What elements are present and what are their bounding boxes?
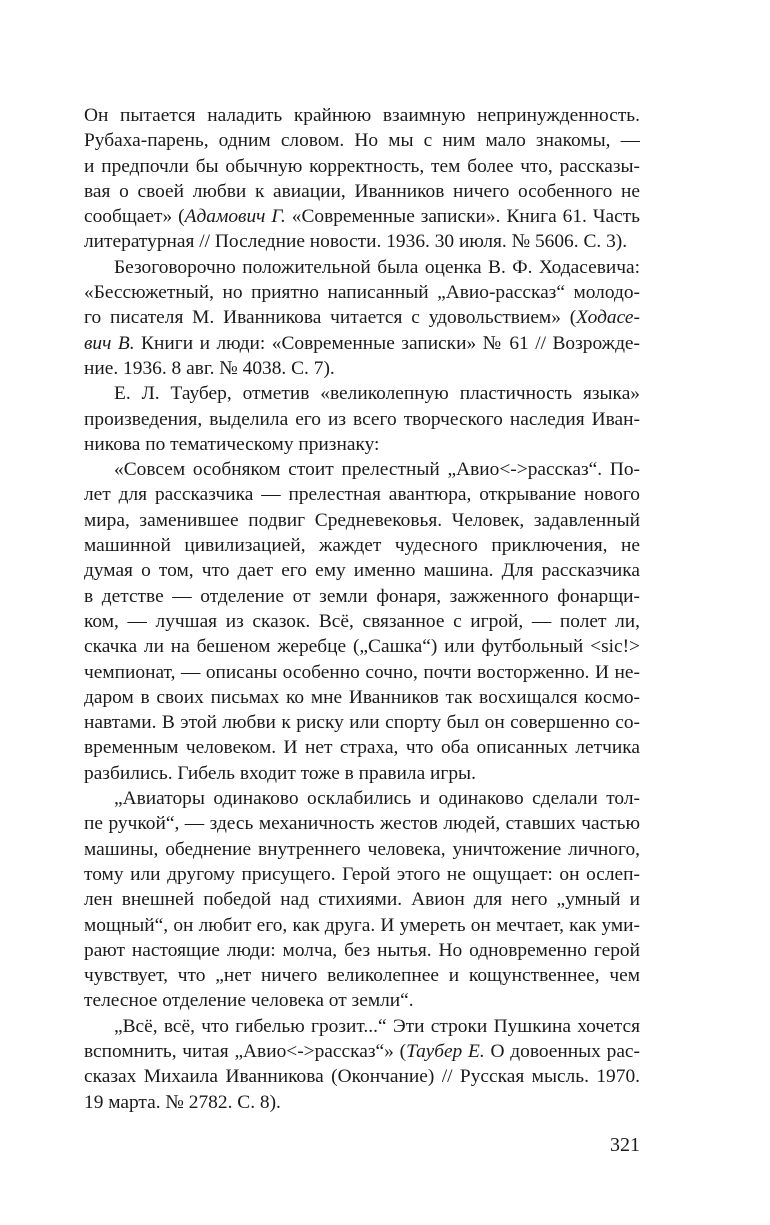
text-line: даром в своих письмах ко мне Иванников так восхищался космо- [84, 686, 640, 708]
text-line: в детстве — отделение от земли фонаря, зажженного фонарщи- [84, 585, 640, 607]
author-name-italic: Адамович Г. [184, 206, 286, 228]
text-line: вая о своей любви к авиации, Иванников ничего особенного не [84, 180, 640, 202]
text-run: го писателя М. Иванникова читается с удовольствием» ( [84, 307, 577, 329]
text-line: ние. 1936. 8 авг. № 4038. С. 7). [84, 357, 335, 379]
text-line: рают настоящие люди: молча, без нытья. Но одновременно герой [84, 939, 640, 961]
text-run: вспомнить, читая „Авио<->рассказ“» ( [84, 1040, 407, 1062]
author-name-italic: Таубер Е. [406, 1040, 485, 1062]
text-line: тому или другому присущего. Герой этого не ощущает: он ослеп- [84, 863, 640, 885]
paragraph [84, 381, 640, 457]
text-line: чувствует, что „нет ничего великолепнее и кощунственнее, чем [84, 965, 640, 987]
text-line: 19 марта. № 2782. С. 8). [84, 1091, 281, 1113]
text-line: Он пытается наладить крайнюю взаимную непринужденность. [84, 105, 640, 126]
text-line: мира, заменившее подвиг Средневековья. Человек, задавленный [84, 509, 640, 531]
text-line: Безоговорочно положительной была оценка В. Ф. Ходасевича: [114, 256, 640, 278]
paragraph [84, 103, 640, 255]
text-line: машинной цивилизацией, жаждет чудесного приключения, не [84, 535, 640, 557]
text-line: произведения, выделила его из всего творческого наследия Иван- [84, 408, 640, 430]
text-line: временным человеком. И нет страха, что оба описанных летчика [84, 737, 640, 759]
page-number: 321 [610, 1134, 640, 1156]
author-name-italic: Ходасе- [576, 307, 640, 329]
text-run: О довоенных рас- [484, 1040, 640, 1062]
text-line: литературная // Последние новости. 1936. 30 июля. № 5606. С. 3). [84, 231, 628, 253]
author-name-italic: вич В. [84, 332, 135, 354]
text-line: лен внешней победой над стихиями. Авион для него „умный и [84, 889, 640, 911]
text-run: «Современные записки». Книга 61. Часть [285, 206, 640, 228]
text-line: никова по тематическому признаку: [84, 433, 380, 455]
quote-paragraph [84, 786, 640, 1014]
text-line [84, 331, 640, 356]
text-run: сообщает» ( [84, 206, 185, 228]
text-line: чемпионат, — описаны особенно сочно, почти восторженно. И не- [84, 661, 640, 683]
text-line [84, 305, 640, 330]
text-line: «Совсем особняком стоит прелестный „Авио<->рассказ“. По- [114, 459, 640, 481]
text-line: пе ручкой“, — здесь механичность жестов людей, ставших частью [84, 813, 640, 835]
text-line: разбились. Гибель входит тоже в правила игры. [84, 762, 476, 784]
text-line: думая о том, что дает его ему именно машина. Для рассказчика [84, 560, 640, 582]
quote-paragraph [84, 457, 640, 786]
text-line: «Бессюжетный, но приятно написанный „Авио-рассказ“ молодо- [84, 282, 640, 304]
text-line: лет для рассказчика — прелестная авантюра, открывание нового [84, 484, 640, 506]
page-body [84, 103, 640, 1115]
quote-paragraph [84, 1014, 640, 1115]
text-line: мощный“, он любит его, как друга. И умереть он мечтает, как уми- [84, 914, 640, 936]
text-line: „Авиаторы одинаково осклабились и одинаково сделали тол- [114, 788, 640, 810]
text-line: телесное отделение человека от земли“. [84, 990, 414, 1012]
text-line: и предпочли бы обычную корректность, тем более что, рассказы- [84, 155, 640, 177]
text-run: Книги и люди: «Современные записки» № 61 // Возрожде- [134, 332, 640, 354]
text-line [84, 1039, 640, 1064]
text-line: машины, обеднение внутреннего человека, уничтожение личного, [84, 838, 640, 860]
text-line: скачка ли на бешеном жеребце („Сашка“) или футбольный <sic!> [84, 636, 640, 658]
paragraph [84, 255, 640, 381]
text-line: Рубаха-парень, одним словом. Но мы с ним мало знакомы, — [84, 130, 640, 152]
text-line [84, 204, 640, 229]
text-line: „Всё, всё, что гибелью грозит...“ Эти строки Пушкина хочется [114, 1015, 640, 1037]
text-line: сказах Михаила Иванникова (Окончание) // Русская мысль. 1970. [84, 1066, 640, 1088]
text-line: навтами. В этой любви к риску или спорту был он совершенно со- [84, 712, 640, 734]
text-line: Е. Л. Таубер, отметив «великолепную пластичность языка» [114, 383, 640, 405]
text-line: ком, — лучшая из сказок. Всё, связанное с игрой, — полет ли, [84, 610, 640, 632]
